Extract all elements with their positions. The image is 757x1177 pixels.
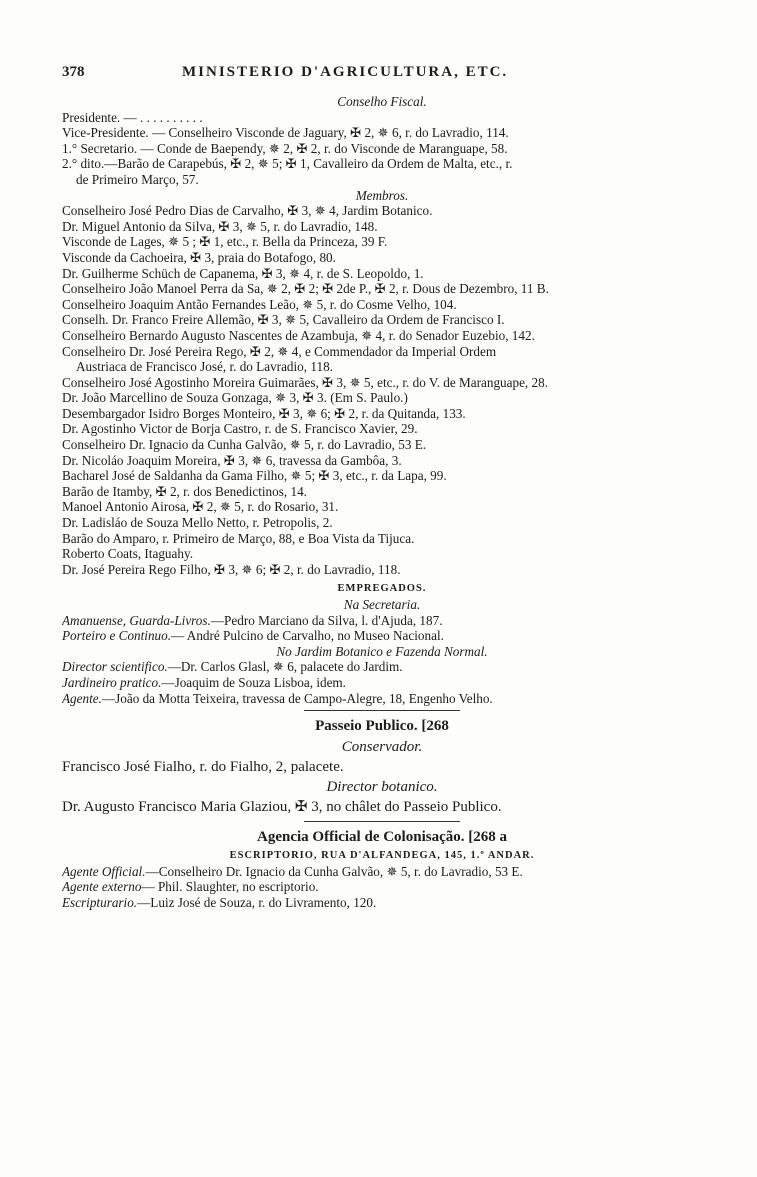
text-line: 2.° dito.—Barão de Carapebús, ✠ 2, ✵ 5; ✠ 1, Cavalleiro da Ordem de Malta, etc., r.	[62, 156, 513, 172]
section-divider	[304, 821, 460, 822]
section-heading-empregados: EMPREGADOS.	[337, 583, 427, 595]
text-line: Francisco José Fialho, r. do Fialho, 2, palacete.	[62, 759, 344, 776]
text-line: Visconde da Cachoeira, ✠ 3, praia do Botafogo, 80.	[62, 249, 336, 265]
text-line: Conselheiro Bernardo Augusto Nascentes de Azambuja, ✵ 4, r. do Senador Euzebio, 142.	[62, 327, 535, 343]
text-line: Barão do Amparo, r. Primeiro de Março, 88, e Boa Vista da Tijuca.	[62, 530, 415, 546]
text-line: Visconde de Lages, ✵ 5 ; ✠ 1, etc., r. Bella da Princeza, 39 F.	[62, 234, 388, 250]
text-line: 1.° Secretario. — Conde de Baependy, ✵ 2, ✠ 2, r. do Visconde de Maranguape, 58.	[62, 140, 508, 156]
text-line: Conselheiro José Agostinho Moreira Guimarães, ✠ 3, ✵ 5, etc., r. do V. de Maranguape, 28.	[62, 374, 549, 390]
text-line	[62, 864, 702, 880]
section-heading-membros: Membros.	[355, 187, 409, 203]
text-line	[62, 691, 702, 707]
text-line: Manoel Antonio Airosa, ✠ 2, ✵ 5, r. do Rosario, 31.	[62, 499, 339, 515]
text-line: Austriaca de Francisco José, r. do Lavradio, 118.	[76, 359, 333, 375]
text-line	[62, 628, 702, 644]
text-line: Dr. João Marcellino de Souza Gonzaga, ✵ 3, ✠ 3. (Em S. Paulo.)	[62, 390, 408, 406]
text-line: Dr. Guilherme Schüch de Capanema, ✠ 3, ✵ 4, r. de S. Leopoldo, 1.	[62, 265, 424, 281]
subheading-director-botanico: Director botanico.	[326, 779, 438, 796]
role-text: —Pedro Marciano da Silva, l. d'Ajuda, 187.	[210, 612, 443, 628]
text-line: Dr. Ladisláo de Souza Mello Netto, r. Petropolis, 2.	[62, 515, 333, 531]
section-heading-conselho-fiscal: Conselho Fiscal.	[337, 94, 427, 109]
role-text: —João da Motta Teixeira, travessa de Campo-Alegre, 18, Engenho Velho.	[101, 690, 493, 706]
role-text: —Joaquim de Souza Lisboa, idem.	[161, 674, 346, 690]
text-line	[62, 675, 702, 691]
role-label: Agente.	[62, 690, 102, 706]
text-line: Conselheiro Joaquim Antão Fernandes Leão, ✵ 5, r. do Cosme Velho, 104.	[62, 296, 457, 312]
role-label: Amanuense, Guarda-Livros.	[62, 612, 211, 628]
text-line	[62, 659, 702, 675]
role-text: — Phil. Slaughter, no escriptorio.	[141, 879, 319, 895]
text-line: Dr. Agostinho Victor de Borja Castro, r. de S. Francisco Xavier, 29.	[62, 421, 418, 437]
role-label: Jardineiro pratico.	[62, 674, 162, 690]
role-label: Agente Official.	[62, 863, 146, 879]
role-text: —Conselheiro Dr. Ignacio da Cunha Galvão, ✵ 5, r. do Lavradio, 53 E.	[145, 863, 523, 879]
role-label: Porteiro e Continuo.	[62, 628, 172, 644]
role-label: Escripturario.	[62, 894, 138, 910]
text-line: de Primeiro Março, 57.	[76, 171, 199, 187]
text-line: Roberto Coats, Itaguahy.	[62, 546, 193, 562]
text-line	[62, 879, 702, 895]
text-line: Conselh. Dr. Franco Freire Allemão, ✠ 3, ✵ 5, Cavalleiro da Ordem de Francisco I.	[62, 312, 505, 328]
page-body	[62, 94, 702, 911]
subheading-conservador: Conservador.	[341, 739, 423, 756]
role-label: Agente externo	[62, 879, 142, 895]
text-line: Presidente. — . . . . . . . . . .	[62, 109, 203, 125]
subheading-secretaria: Na Secretaria.	[343, 597, 421, 612]
text-line	[62, 613, 702, 629]
text-line: Vice-Presidente. — Conselheiro Visconde de Jaguary, ✠ 2, ✵ 6, r. do Lavradio, 114.	[62, 125, 509, 141]
text-line	[62, 895, 702, 911]
text-line: Conselheiro José Pedro Dias de Carvalho, ✠ 3, ✵ 4, Jardim Botanico.	[62, 203, 433, 219]
text-line: Dr. Augusto Francisco Maria Glaziou, ✠ 3, no châlet do Passeio Publico.	[62, 799, 502, 816]
text-line: Conselheiro João Manoel Perra da Sa, ✵ 2, ✠ 2; ✠ 2de P., ✠ 2, r. Dous de Dezembro, 11 B.	[62, 281, 549, 297]
text-line: Dr. Nicoláo Joaquim Moreira, ✠ 3, ✵ 6, travessa da Gambôa, 3.	[62, 452, 402, 468]
text-line: Desembargador Isidro Borges Monteiro, ✠ 3, ✵ 6; ✠ 2, r. da Quitanda, 133.	[62, 405, 466, 421]
role-text: — André Pulcino de Carvalho, no Museo Nacional.	[171, 628, 444, 644]
text-line: Dr. José Pereira Rego Filho, ✠ 3, ✵ 6; ✠ 2, r. do Lavradio, 118.	[62, 561, 401, 577]
section-title-agencia: Agencia Official de Colonisação. [268 a	[257, 829, 507, 846]
role-text: —Luiz José de Souza, r. do Livramento, 120.	[137, 894, 377, 910]
section-title-passeio: Passeio Publico. [268	[315, 718, 449, 735]
text-line: Barão de Itamby, ✠ 2, r. dos Benedictinos, 14.	[62, 483, 307, 499]
text-line: Conselheiro Dr. Ignacio da Cunha Galvão, ✵ 5, r. do Lavradio, 53 E.	[62, 437, 427, 453]
role-text: —Dr. Carlos Glasl, ✵ 6, palacete do Jardim.	[167, 659, 403, 675]
agencia-address: ESCRIPTORIO, RUA D'ALFANDEGA, 145, 1.º ANDAR.	[229, 850, 535, 862]
text-line: Bacharel José de Saldanha da Gama Filho, ✵ 5; ✠ 3, etc., r. da Lapa, 99.	[62, 468, 447, 484]
section-divider	[304, 710, 460, 711]
subheading-jardim: No Jardim Botanico e Fazenda Normal.	[276, 643, 488, 659]
running-title: MINISTERIO D'AGRICULTURA, ETC.	[182, 64, 509, 80]
text-line: Dr. Miguel Antonio da Silva, ✠ 3, ✵ 5, r. do Lavradio, 148.	[62, 218, 378, 234]
role-label: Director scientifico.	[62, 659, 168, 675]
text-line: Conselheiro Dr. José Pereira Rego, ✠ 2, ✵ 4, e Commendador da Imperial Ordem	[62, 343, 497, 359]
page-header	[62, 64, 702, 88]
page-number: 378	[62, 64, 85, 80]
